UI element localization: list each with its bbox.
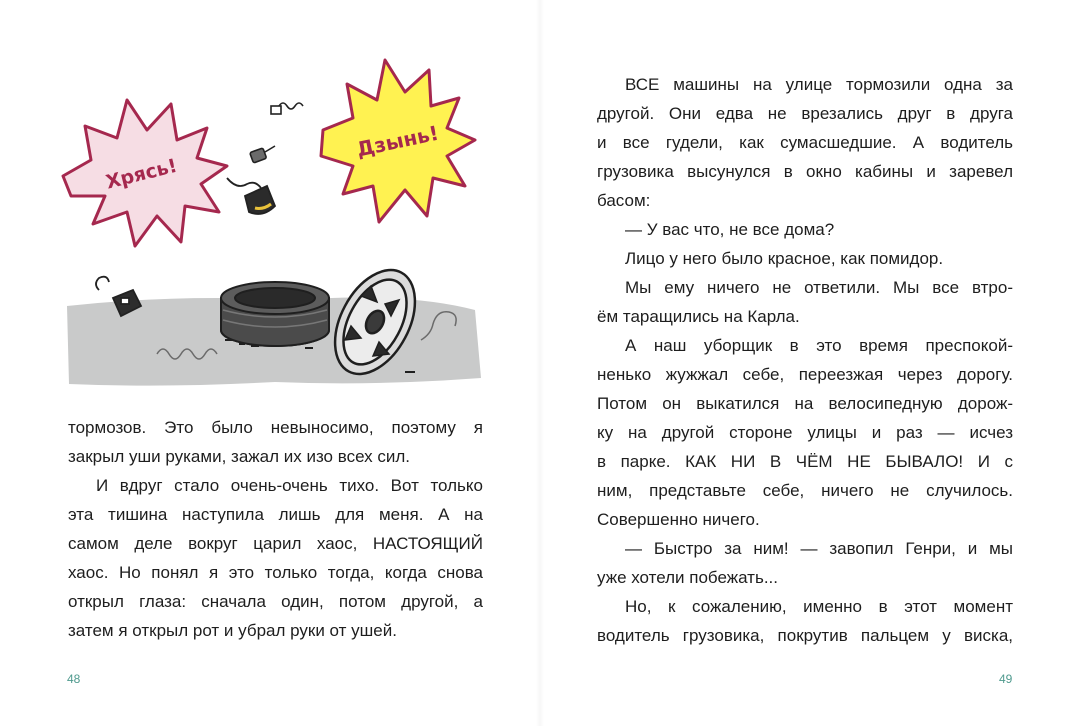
burst-right-yellow: [321, 60, 475, 222]
text-line: самом деле вокруг царил хаос, НАСТОЯЩИЙ: [68, 534, 483, 553]
text-line: водитель грузовика, покрутив пальцем у виска,: [597, 626, 1013, 645]
text-line: грузовика высунулся в окно кабины и заревел: [597, 162, 1013, 181]
flying-lamp-icon: [227, 178, 275, 214]
text-line: ку на другой стороне улицы и раз — исчез: [597, 423, 1013, 442]
text-line: эта тишина наступила лишь для меня. А на: [68, 505, 483, 524]
text-line: открыл глаза: сначала один, потом другой, а: [68, 592, 483, 611]
flying-bolt-icon: [250, 146, 275, 163]
text-line: Лицо у него было красное, как помидор.: [625, 249, 944, 268]
text-line: ВСЕ машины на улице тормозили одна за: [625, 75, 1013, 94]
robot-body-drum: [221, 282, 329, 346]
left-page-text: [68, 413, 483, 645]
text-line: Совершенно ничего.: [597, 510, 760, 529]
text-line: другой. Они едва не врезались друг в друга: [597, 104, 1013, 123]
page-number: 48: [67, 672, 81, 686]
text-line: ём таращились на Карла.: [597, 307, 800, 326]
text-line: и все гудели, как сумасшедшие. А водитель: [597, 133, 1013, 152]
page-number: 49: [999, 672, 1013, 686]
text-line: ненько жужжал себе, переезжая через дорогу.: [597, 365, 1013, 384]
text-line: — У вас что, не все дома?: [625, 220, 835, 239]
text-line: А наш уборщик в это время преспокой-: [625, 336, 1013, 355]
flying-spring-icon: [271, 103, 303, 114]
text-line: Но, к сожалению, именно в этот момент: [625, 597, 1013, 616]
sfx-label-dzyn: Дзынь!: [354, 120, 441, 162]
text-line: тормозов. Это было невыносимо, поэтому я: [68, 418, 483, 437]
text-line: И вдруг стало очень-очень тихо. Вот только: [96, 476, 483, 495]
text-line: закрыл уши руками, зажал их изо всех сил.: [68, 447, 411, 466]
text-line: в парке. КАК НИ В ЧЁМ НЕ БЫВАЛО! И с: [597, 452, 1013, 471]
text-line: хаос. Но понял я это только тогда, когда снова: [68, 563, 483, 582]
text-line: уже хотели побежать...: [597, 568, 778, 587]
sfx-label-khryas: Хрясь!: [103, 154, 180, 194]
burst-left-pink: [63, 100, 227, 246]
text-line: затем я открыл рот и убрал руки от ушей.: [68, 621, 397, 640]
text-line: Потом он выкатился на велосипедную дорож-: [597, 394, 1013, 413]
text-line: басом:: [597, 191, 651, 210]
right-page-text: [597, 70, 1013, 650]
text-line: ним, представьте себе, ничего не случилось.: [597, 481, 1013, 500]
illustration-broken-robot-parts: [55, 48, 485, 398]
text-line: — Быстро за ним! — завопил Генри, и мы: [625, 539, 1013, 558]
text-line: Мы ему ничего не ответили. Мы все втро-: [625, 278, 1013, 297]
